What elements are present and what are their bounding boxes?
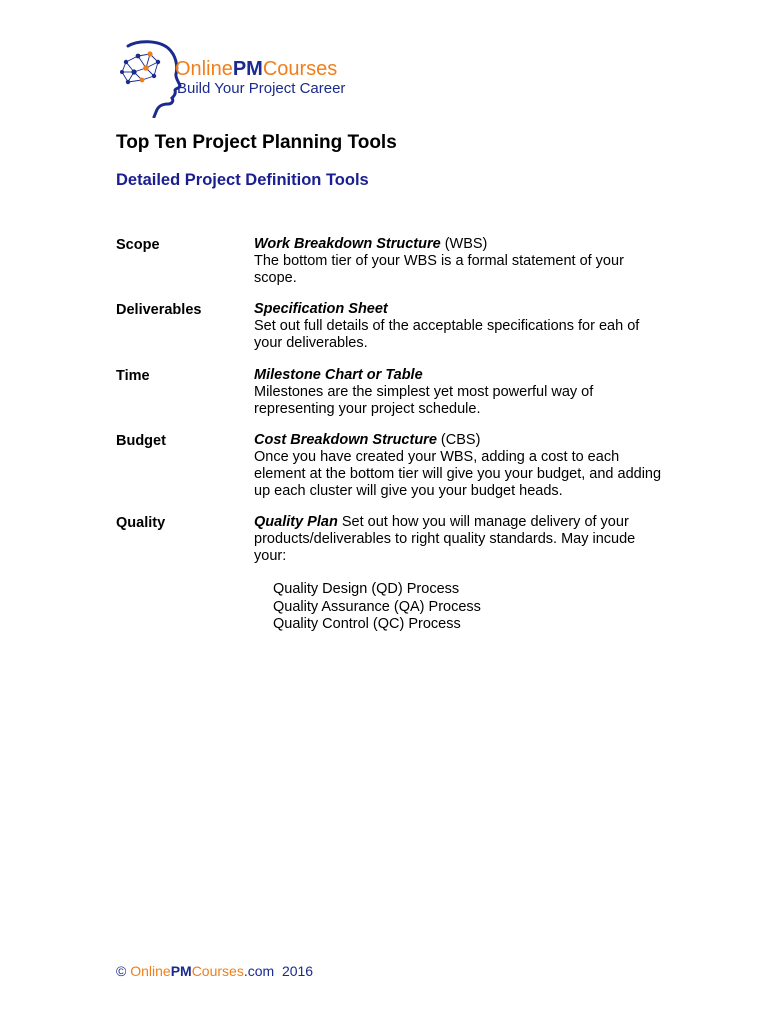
brand-tagline: Build Your Project Career — [177, 80, 346, 97]
brand-suffix: Courses — [262, 58, 338, 80]
tools-list — [116, 236, 676, 634]
row-label: Quality — [116, 515, 166, 531]
footer-brand-prefix: Online — [130, 963, 171, 979]
network-head-icon — [114, 40, 184, 118]
footer-brand-pm: PM — [170, 963, 192, 979]
tool-title — [254, 236, 664, 253]
row-label: Scope — [116, 237, 160, 253]
tool-name: Cost Breakdown Structure — [254, 432, 437, 448]
tool-row-budget — [116, 432, 676, 514]
tool-description-block — [254, 514, 664, 565]
footer-copyright — [116, 963, 313, 980]
copyright-symbol: © — [116, 963, 127, 979]
row-label: Deliverables — [116, 302, 202, 318]
footer-brand-suffix: Courses — [191, 963, 244, 979]
tool-description: Once you have created your WBS, adding a cost to each element at the bottom tier will give you your budget, and adding up each cluster will give you your budget heads. — [254, 449, 662, 499]
tool-name: Quality Plan — [254, 514, 338, 530]
tool-row-scope — [116, 236, 676, 301]
tool-description: The bottom tier of your WBS is a formal statement of your scope. — [254, 253, 624, 286]
company-logo — [114, 40, 384, 120]
row-label: Budget — [116, 433, 166, 449]
brand-prefix: Online — [175, 58, 233, 80]
tool-name: Work Breakdown Structure — [254, 236, 441, 252]
tool-name: Specification Sheet — [254, 301, 388, 317]
tool-abbreviation: (WBS) — [440, 236, 488, 252]
tool-row-deliverables — [116, 301, 676, 367]
list-item: Quality Control (QC) Process — [273, 616, 461, 632]
row-body — [254, 301, 664, 352]
row-body — [254, 236, 664, 287]
tool-row-quality — [116, 514, 676, 634]
quality-process-list — [273, 581, 664, 634]
tool-name: Milestone Chart or Table — [254, 367, 423, 383]
row-label: Time — [116, 368, 150, 384]
brand-pm: PM — [232, 58, 263, 80]
tool-abbreviation: (CBS) — [436, 432, 481, 448]
page-title: Top Ten Project Planning Tools — [116, 132, 397, 153]
tool-title — [254, 432, 664, 449]
footer-domain-suffix: .com — [243, 963, 275, 979]
list-item: Quality Assurance (QA) Process — [273, 598, 481, 615]
logo-text — [175, 58, 345, 98]
tool-description: Set out how you will manage delivery of your products/deliverables to right quality standards. May incude your: — [254, 514, 636, 564]
row-body — [254, 367, 664, 418]
footer-year: 2016 — [281, 963, 314, 979]
row-body — [254, 432, 664, 500]
tool-row-time — [116, 367, 676, 432]
tool-description: Set out full details of the acceptable specifications for eah of your deliverables. — [254, 318, 640, 351]
tool-description: Milestones are the simplest yet most powerful way of representing your project schedule. — [254, 384, 594, 417]
list-item: Quality Design (QD) Process — [273, 581, 460, 597]
section-heading: Detailed Project Definition Tools — [116, 171, 369, 189]
row-body — [254, 514, 664, 634]
brand-name — [175, 58, 345, 80]
